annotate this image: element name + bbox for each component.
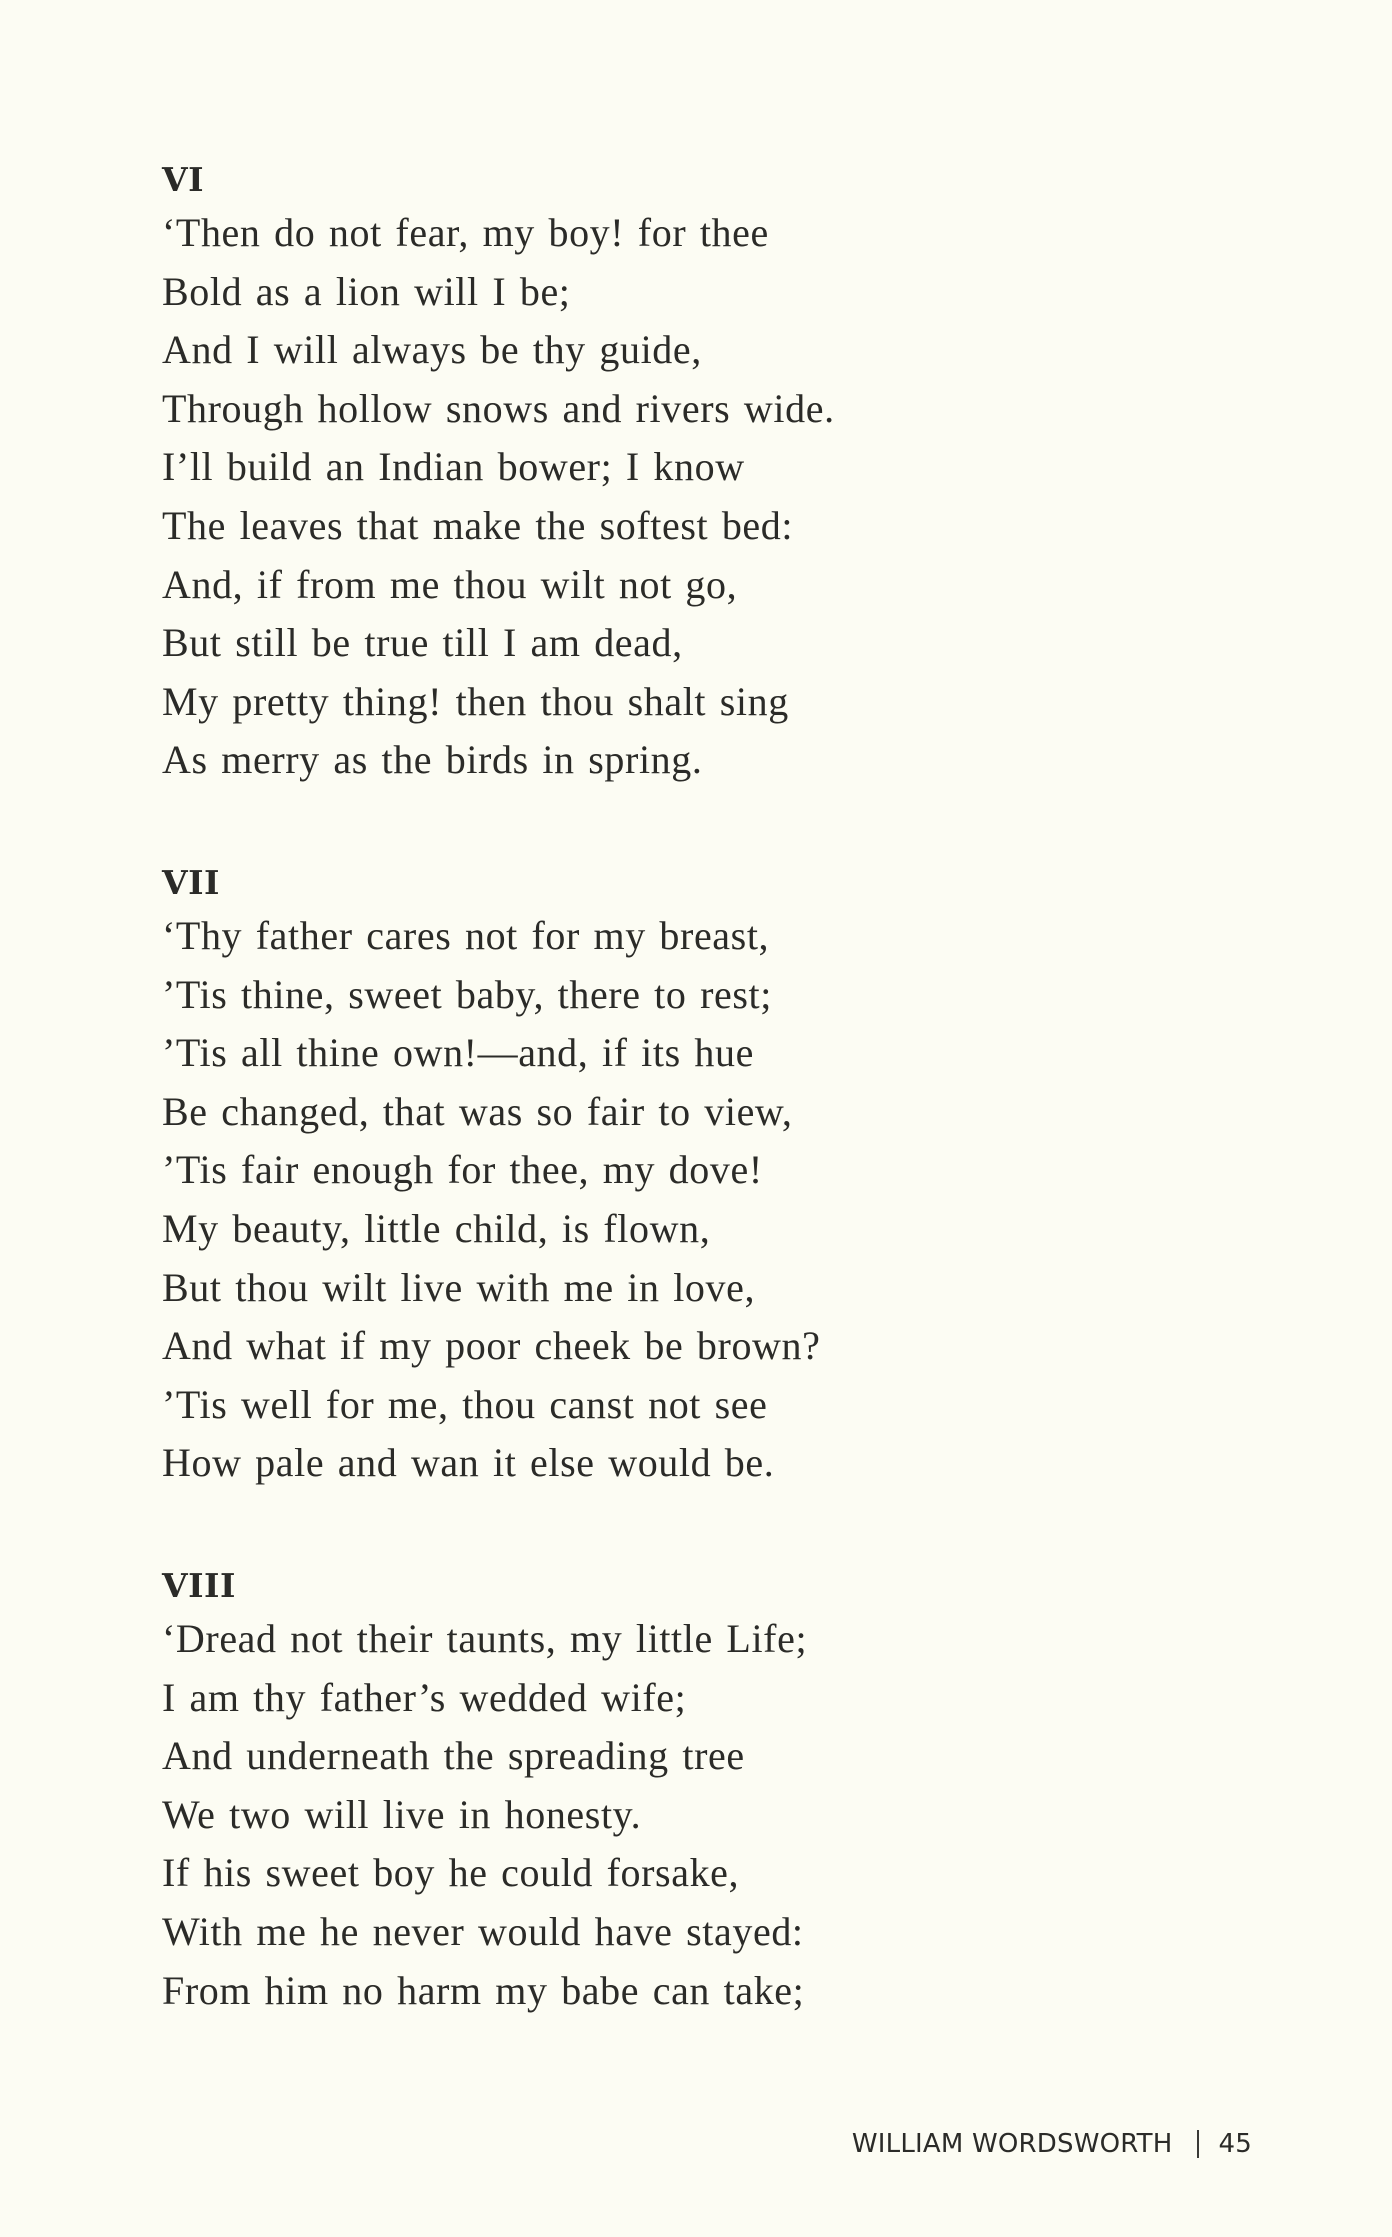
stanza-viii: [162, 1566, 1162, 2020]
verse-line: If his sweet boy he could forsake,: [162, 1850, 740, 1896]
stanza-number: VIII: [162, 1566, 236, 1605]
verse-line: We two will live in honesty.: [162, 1791, 642, 1837]
footer-author: WILLIAM WORDSWORTH: [851, 2129, 1173, 2159]
verse-line: ’Tis all thine own!—and, if its hue: [162, 1030, 754, 1076]
verse-line: From him no harm my babe can take;: [162, 1967, 805, 2013]
stanza-lines: [162, 1610, 1162, 2020]
stanza-vi: [162, 160, 1162, 790]
verse-line: ‘Dread not their taunts, my little Life;: [162, 1616, 808, 1661]
verse-line: With me he never would have stayed:: [162, 1908, 804, 1954]
verse-line: I’ll build an Indian bower; I know: [162, 444, 745, 490]
stanza-lines: [162, 204, 1162, 790]
verse-line: And what if my poor cheek be brown?: [162, 1323, 821, 1369]
verse-line: I am thy father’s wedded wife;: [162, 1674, 687, 1720]
stanza-vii: [162, 863, 1162, 1493]
verse-line: Bold as a lion will I be;: [162, 268, 571, 314]
verse-line: As merry as the birds in spring.: [162, 737, 703, 783]
verse-line: And, if from me thou wilt not go,: [162, 561, 738, 607]
stanza-lines: [162, 907, 1162, 1493]
verse-line: ’Tis thine, sweet baby, there to rest;: [162, 971, 772, 1017]
verse-line: And underneath the spreading tree: [162, 1733, 745, 1779]
verse-line: But thou wilt live with me in love,: [162, 1264, 756, 1310]
stanza-number: VI: [162, 160, 205, 199]
verse-line: The leaves that make the softest bed:: [162, 502, 794, 548]
verse-line: ’Tis fair enough for thee, my dove!: [162, 1147, 763, 1193]
verse-line: ‘Thy father cares not for my breast,: [162, 913, 770, 958]
verse-line: Through hollow snows and rivers wide.: [162, 385, 835, 431]
verse-line: My pretty thing! then thou shalt sing: [162, 678, 789, 724]
verse-line: Be changed, that was so fair to view,: [162, 1088, 793, 1134]
verse-line: My beauty, little child, is flown,: [162, 1205, 711, 1251]
verse-line: And I will always be thy guide,: [162, 327, 702, 373]
verse-line: ‘Then do not fear, my boy! for thee: [162, 210, 769, 255]
verse-line: ’Tis well for me, thou canst not see: [162, 1381, 768, 1427]
running-footer: [852, 2126, 1252, 2162]
verse-line: How pale and wan it else would be.: [162, 1440, 775, 1486]
stanza-number: VII: [162, 863, 220, 902]
footer-divider: [1197, 2130, 1199, 2158]
verse-line: But still be true till I am dead,: [162, 620, 683, 666]
page-number: 45: [1218, 2129, 1252, 2159]
